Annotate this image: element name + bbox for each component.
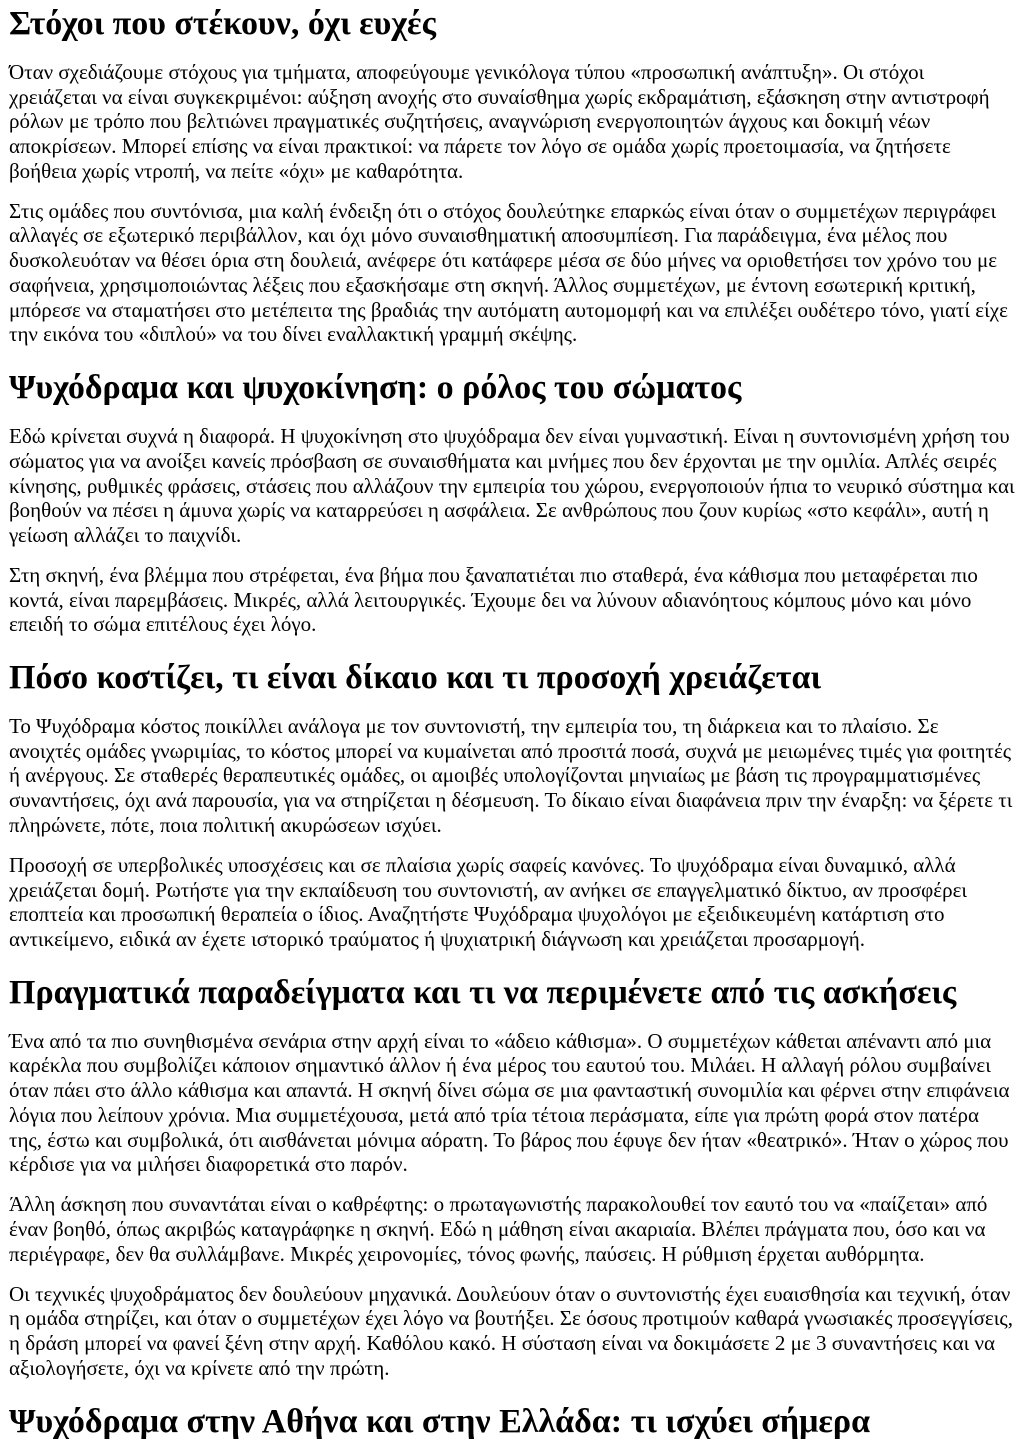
paragraph-examples-3: Οι τεχνικές ψυχοδράματος δεν δουλεύουν μηχανικά. Δουλεύουν όταν ο συντονιστής έχει ευαισθησία και τεχνική, όταν η ομάδα στηρίζει, και όταν ο συμμετέχων έχει λόγο να βουτήξει. Σε όσους προτιμούν καθαρά γνωσιακές προσεγγίσεις, η δράση μπορεί να φανεί ξένη στην αρχή. Καθόλου κακό. Η σύσταση είναι να δοκιμάσετε 2 με 3 συναντήσεις και να αξιολογήσετε, όχι να κρίνετε από την πρώτη. bbox=[9, 1281, 1013, 1380]
paragraph-examples-1: Ένα από τα πιο συνηθισμένα σενάρια στην αρχή είναι το «άδειο κάθισμα». Ο συμμετέχων κάθεται απέναντι από μια καρέκλα που συμβολίζει κάποιον σημαντικό άλλον ή ένα μέρος του εαυτού του. Μιλάει. Η αλλαγή ρόλου συμβαίνει όταν πάει στο άλλο κάθισμα και απαντά. Η σκηνή δίνει σώμα σε μια φανταστική συνομιλία και φέρνει στην επιφάνεια λόγια που λείπουν χρόνια. Μια συμμετέχουσα, μετά από τρία τέτοια περάσματα, είπε για πρώτη φορά στον πατέρα της, έστω και συμβολικά, ότι αισθάνεται μόνιμα αόρατη. Το βάρος που έφυγε δεν ήταν «θεατρικό». Ήταν ο χώρος που κέρδισε για να μιλήσει διαφορετικά στο παρόν. bbox=[9, 1028, 1010, 1177]
heading-cost: Πόσο κοστίζει, τι είναι δίκαιο και τι προσοχή χρειάζεται bbox=[9, 659, 821, 697]
heading-goals: Στόχοι που στέκουν, όχι ευχές bbox=[9, 5, 436, 42]
heading-body-role: Ψυχόδραμα και ψυχοκίνηση: ο ρόλος του σώματος bbox=[9, 369, 742, 407]
paragraph-goals-2: Στις ομάδες που συντόνισα, μια καλή ένδειξη ότι ο στόχος δουλεύτηκε επαρκώς είναι όταν ο συμμετέχων περιγράφει αλλαγές σε εξωτερικό περιβάλλον, και όχι μόνο συναισθηματική αποσυμπίεση. Για παράδειγμα, ένα μέλος που δυσκολευόταν να θέσει όρια στη δουλειά, ανέφερε ότι κατάφερε μέσα σε δύο μήνες να οριοθετήσει τον χρόνο του με σαφήνεια, χρησιμοποιώντας λέξεις που εξασκήσαμε στη σκηνή. Άλλος συμμετέχων, με έντονη εσωτερική κριτική, μπόρεσε να σταματήσει στο μετέπειτα της βραδιάς την αυτόματη αυτομομφή και να επιλέξει ουδέτερο τόνο, γιατί είχε την εικόνα του «διπλού» να του δίνει εναλλακτική γραμμή σκέψης. bbox=[9, 198, 1008, 347]
paragraph-goals-1: Όταν σχεδιάζουμε στόχους για τμήματα, αποφεύγουμε γενικόλογα τύπου «προσωπική ανάπτυξη». Οι στόχοι χρειάζεται να είναι συγκεκριμένοι: αύξηση ανοχής στο συναίσθημα χωρίς εκδραμάτιση, εξάσκηση στην αντιστροφή ρόλων με τρόπο που βελτιώνει πραγματικές συζητήσεις, αναγνώριση ενεργοποιητών άγχους και δοκιμή νέων αποκρίσεων. Μπορεί επίσης να είναι πρακτικοί: να πάρετε τον λόγο σε ομάδα χωρίς προετοιμασία, να ζητήσετε βοήθεια χωρίς ντροπή, να πείτε «όχι» με καθαρότητα. bbox=[9, 59, 990, 183]
paragraph-body-role-2: Στη σκηνή, ένα βλέμμα που στρέφεται, ένα βήμα που ξαναπατιέται πιο σταθερά, ένα κάθισμα που μεταφέρεται πιο κοντά, είναι παρεμβάσεις. Μικρές, αλλά λειτουργικές. Έχουμε δει να λύνουν αδιανόητους κόμπους μόνο και μόνο επειδή το σώμα επιτέλους έχει λόγο. bbox=[9, 562, 978, 637]
paragraph-cost-1: Το Ψυχόδραμα κόστος ποικίλλει ανάλογα με τον συντονιστή, την εμπειρία του, τη διάρκεια και το πλαίσιο. Σε ανοιχτές ομάδες γνωριμίας, το κόστος μπορεί να κυμαίνεται από προσιτά ποσά, συχνά με μειωμένες τιμές για φοιτητές ή ανέργους. Σε σταθερές θεραπευτικές ομάδες, οι αμοιβές υπολογίζονται μηνιαίως με βάση τις προγραμματισμένες συναντήσεις, όχι ανά παρουσία, για να στηρίζεται η δέσμευση. Το δίκαιο είναι διαφάνεια πριν την έναρξη: να ξέρετε τι πληρώνετε, πότε, ποια πολιτική ακυρώσεων ισχύει. bbox=[9, 713, 1013, 837]
paragraph-cost-2: Προσοχή σε υπερβολικές υποσχέσεις και σε πλαίσια χωρίς σαφείς κανόνες. Το ψυχόδραμα είναι δυναμικό, αλλά χρειάζεται δομή. Ρωτήστε για την εκπαίδευση του συντονιστή, αν ανήκει σε επαγγελματικό δίκτυο, αν προσφέρει εποπτεία και προσωπική θεραπεία ο ίδιος. Αναζητήστε Ψυχόδραμα ψυχολόγοι με εξειδικευμένη κατάρτιση στο αντικείμενο, ειδικά αν έχετε ιστορικό τραύματος ή ψυχιατρική διάγνωση και χρειάζεται προσαρμογή. bbox=[9, 852, 968, 952]
paragraph-examples-2: Άλλη άσκηση που συναντάται είναι ο καθρέφτης: ο πρωταγωνιστής παρακολουθεί τον εαυτό του να «παίζεται» από έναν βοηθό, όπως ακριβώς καταγράφηκε η σκηνή. Εδώ η μάθηση είναι ακαριαία. Βλέπει πράγματα που, όσο και να περιέγραφε, δεν θα συλλάμβανε. Μικρές χειρονομίες, τόνος φωνής, παύσεις. Η ρύθμιση έρχεται αυθόρμητα. bbox=[9, 1192, 988, 1266]
heading-examples: Πραγματικά παραδείγματα και τι να περιμένετε από τις ασκήσεις bbox=[9, 973, 957, 1011]
heading-athens: Ψυχόδραμα στην Αθήνα και στην Ελλάδα: τι ισχύει σήμερα bbox=[9, 1402, 871, 1440]
paragraph-body-role-1: Εδώ κρίνεται συχνά η διαφορά. Η ψυχοκίνηση στο ψυχόδραμα δεν είναι γυμναστική. Είναι η συντονισμένη χρήση του σώματος για να ανοίξει κανείς πρόσβαση σε συναισθήματα και μνήμες που δεν έρχονται με την ομιλία. Απλές σειρές κίνησης, ρυθμικές φράσεις, στάσεις που αλλάζουν την εμπειρία του χώρου, ενεργοποιούν ήπια το νευρικό σύστημα και βοηθούν να πέσει η άμυνα χωρίς να καταρρεύσει η ασφάλεια. Σε ανθρώπους που ζουν κυρίως «στο κεφάλι», αυτή η γείωση αλλάζει το παιχνίδι. bbox=[9, 424, 1015, 548]
